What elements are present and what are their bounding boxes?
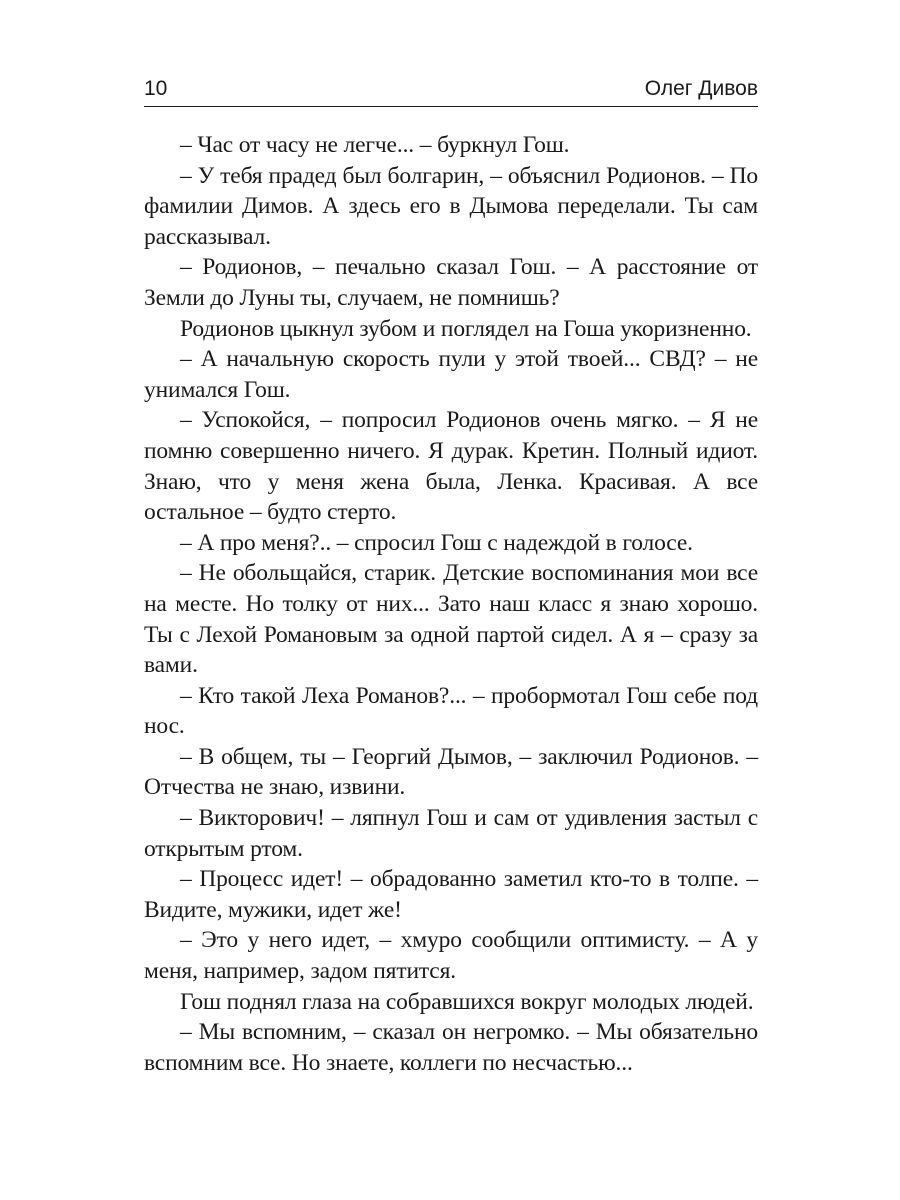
running-header-author: Олег Дивов <box>644 77 758 100</box>
paragraph: Гош поднял глаза на собравшихся вокруг молодых людей. <box>180 988 754 1015</box>
paragraph: Родионов цыкнул зубом и поглядел на Гоша укоризненно. <box>180 315 752 342</box>
paragraph: – Час от часу не легче... – буркнул Гош. <box>180 132 570 158</box>
paragraph: – А начальную скорость пули у этой твоей... СВД? – не унимался Гош. <box>144 346 758 403</box>
paragraph: – Мы вспомним, – сказал он негромко. – Мы обязательно вспомним все. Но знаете, коллеги по несчастью... <box>144 1019 758 1076</box>
page-number: 10 <box>144 77 168 100</box>
paragraph: – Это у него идет, – хмуро сообщили оптимисту. – А у меня, например, задом пятится. <box>144 927 758 985</box>
running-header <box>144 76 758 106</box>
paragraph: – Не обольщайся, старик. Детские воспоминания мои все на месте. Но толку от них... Зато наш класс я знаю хорошо. Ты с Лехой Романовым за одной партой сидел. А я – сразу за вами. <box>144 560 758 679</box>
paragraph: – Родионов, – печально сказал Гош. – А расстояние от Земли до Луны ты, случаем, не помнишь? <box>144 254 758 311</box>
paragraph: – У тебя прадед был болгарин, – объяснил Родионов. – По фамилии Димов. А здесь его в Дымова переделали. Ты сам рассказывал. <box>144 162 758 250</box>
paragraph: – Викторович! – ляпнул Гош и сам от удивления застыл с открытым ртом. <box>144 805 758 862</box>
paragraph: – А про меня?.. – спросил Гош с надеждой в голосе. <box>180 529 693 556</box>
body-text <box>144 130 758 1078</box>
paragraph: – Процесс идет! – обрадованно заметил кто-то в толпе. – Видите, мужики, идет же! <box>144 866 758 923</box>
paragraph: – Успокойся, – попросил Родионов очень мягко. – Я не помню совершенно ничего. Я дурак. Кретин. Полный идиот. Знаю, что у меня жена была, Ленка. Красивая. А все остальное – будто стерто. <box>144 407 758 526</box>
paragraph: – В общем, ты – Георгий Дымов, – заключил Родионов. – Отчества не знаю, извини. <box>144 743 758 801</box>
header-rule <box>144 106 758 107</box>
paragraph: – Кто такой Леха Романов?... – пробормотал Гош себе под нос. <box>144 682 758 740</box>
